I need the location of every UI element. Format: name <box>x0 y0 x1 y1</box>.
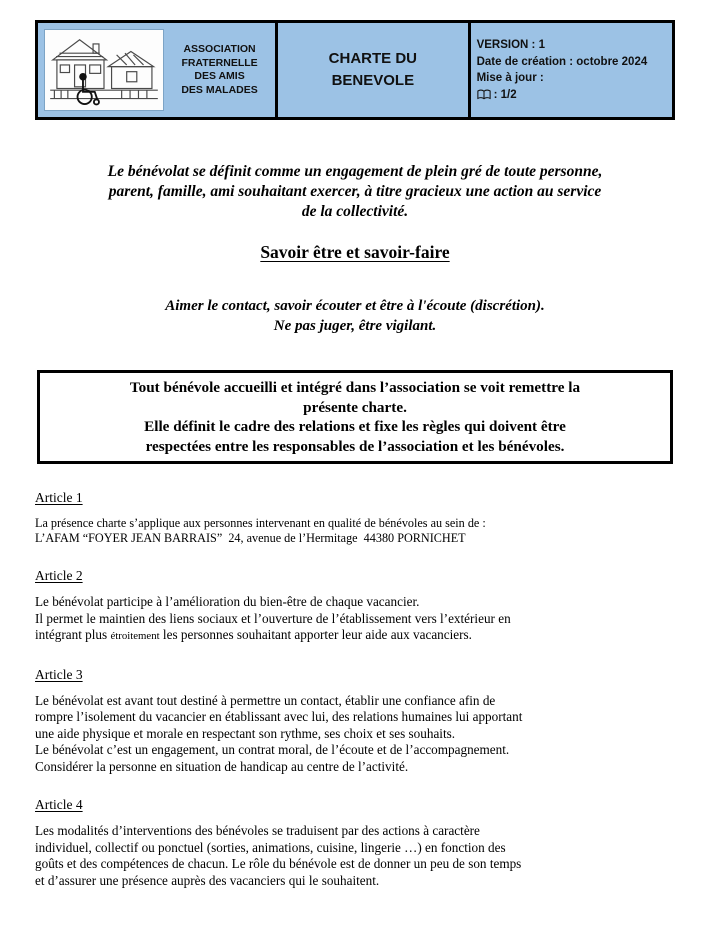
section-heading-savoir: Savoir être et savoir-faire <box>260 242 450 262</box>
qualities-statement: Aimer le contact, savoir écouter et être à l'écoute (discrétion). Ne pas juger, être vigilant. <box>165 298 545 334</box>
article-4-title: Article 4 <box>35 797 83 812</box>
association-name: ASSOCIATION FRATERNELLE DES AMIS DES MALADES <box>181 43 258 96</box>
document-header-table <box>35 20 675 120</box>
article-1-title: Article 1 <box>35 490 83 505</box>
version-info: VERSION : 1 Date de création : octobre 2024 Mise à jour : <box>476 39 648 84</box>
article-1 <box>35 490 675 546</box>
article-2-title: Article 2 <box>35 568 83 583</box>
article-3-body: Le bénévolat est avant tout destiné à permettre un contact, établir une confiance afin de rompre l’isolement du vacancier en établissant avec lui, des relations humaines lui apportant une aide physique et morale en respectant son rythme, ses choix et ses souhaits. Le bénévolat c’est un engagement, un contrat moral, de l’écoute et de l’accompagnement. Considérer la personne en situation de handicap au centre de l’activité. <box>35 692 523 774</box>
document-title: CHARTE DU BENEVOLE <box>328 50 418 89</box>
header-cell-title <box>277 22 470 119</box>
articles-section <box>35 490 675 889</box>
article-2 <box>35 568 675 645</box>
header-cell-meta <box>469 22 673 119</box>
association-logo <box>44 29 164 111</box>
houses-wheelchair-drawing <box>48 33 160 107</box>
article-3 <box>35 667 675 776</box>
article-3-title: Article 3 <box>35 666 83 682</box>
article-4 <box>35 797 675 889</box>
page-count: : 1/2 <box>493 88 517 101</box>
open-book-icon <box>477 89 491 100</box>
benevolat-definition: Le bénévolat se définit comme un engagement de plein gré de toute personne, parent, famille, ami souhaitant exercer, à titre gracieux une action au service de la collectivité. <box>107 163 603 220</box>
article-4-body: Les modalités d’interventions des bénévoles se traduisent par des actions à caractère individuel, collectif ou ponctuel (sorties, animations, cuisine, lingerie …) en fonction des goûts et des compétences de chacun. Le rôle du bénévole est de donner un peu de son temps et d’assurer une présence auprès des vacanciers qui le souhaitent. <box>35 823 522 888</box>
article-2-body: Le bénévolat participe à l’amélioration du bien-être de chaque vacancier. Il permet le maintien des liens sociaux et l’ouverture de l’établissement vers l’extérieur en intégrant plus étroitement les personnes souhaitant apporter leur aide aux vacanciers. <box>35 594 511 642</box>
header-cell-logo <box>37 22 277 119</box>
article-1-body: La présence charte s’applique aux personnes intervenant en qualité de bénévoles au sein de : L’AFAM “FOYER JEAN BARRAIS” 24, avenue de l’Hermitage 44380 PORNICHET <box>35 516 486 545</box>
charter-statement-box: Tout bénévole accueilli et intégré dans l’association se voit remettre la présente charte. Elle définit le cadre des relations et fixe les règles qui doivent être respectées entre les responsables de l’association et les bénévoles. <box>37 370 673 464</box>
wheelchair-icon <box>78 74 99 105</box>
